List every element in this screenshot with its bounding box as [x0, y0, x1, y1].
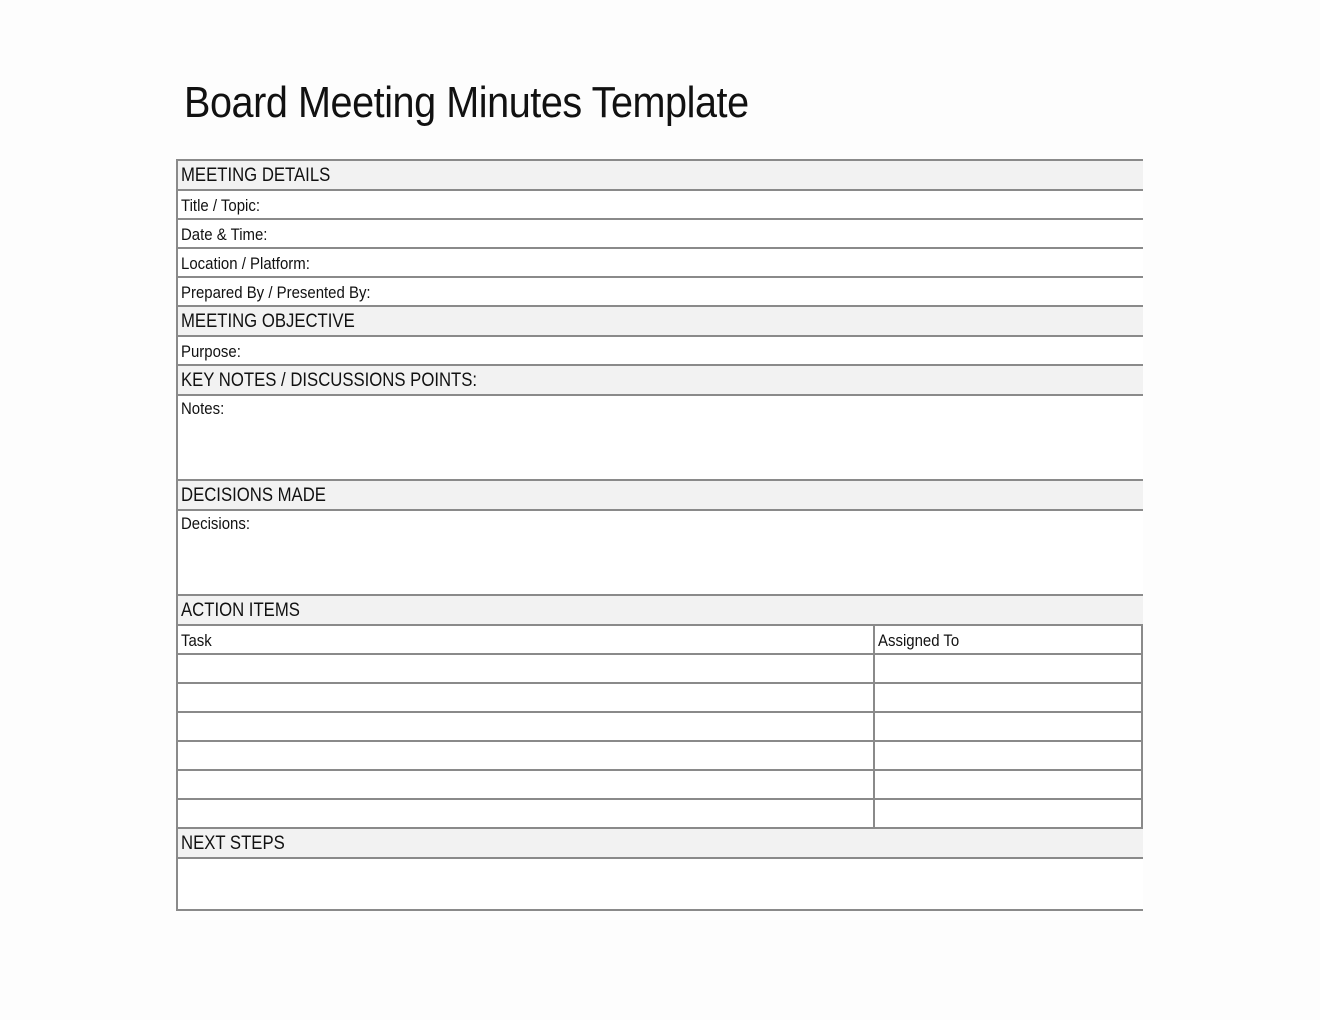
section-title: KEY NOTES / DISCUSSIONS POINTS: — [181, 370, 478, 391]
table-row — [178, 769, 1143, 798]
section-title: MEETING OBJECTIVE — [181, 311, 355, 332]
field-label: Prepared By / Presented By: — [181, 283, 371, 302]
section-title: DECISIONS MADE — [181, 485, 326, 506]
section-header-meeting-objective — [178, 305, 1143, 335]
table-row — [178, 798, 1143, 827]
minutes-form — [176, 159, 1143, 911]
date-time-field[interactable] — [178, 218, 1143, 247]
assigned-to-cell[interactable] — [875, 684, 1143, 711]
section-header-next-steps — [178, 827, 1143, 857]
decisions-field[interactable] — [178, 509, 1143, 594]
notes-field[interactable] — [178, 394, 1143, 479]
task-cell[interactable] — [178, 713, 875, 740]
column-label: Assigned To — [878, 631, 960, 650]
section-header-decisions — [178, 479, 1143, 509]
field-label: Date & Time: — [181, 225, 268, 244]
table-row — [178, 711, 1143, 740]
assigned-to-cell[interactable] — [875, 655, 1143, 682]
task-cell[interactable] — [178, 800, 875, 827]
task-cell[interactable] — [178, 771, 875, 798]
column-header-assigned-to — [875, 626, 1143, 653]
assigned-to-cell[interactable] — [875, 800, 1143, 827]
page-title: Board Meeting Minutes Template — [184, 78, 749, 127]
column-label: Task — [181, 631, 212, 650]
assigned-to-cell[interactable] — [875, 771, 1143, 798]
field-label: Location / Platform: — [181, 254, 310, 273]
title-topic-field[interactable] — [178, 189, 1143, 218]
field-label: Notes: — [181, 399, 225, 418]
field-label: Purpose: — [181, 342, 241, 361]
section-header-key-notes — [178, 364, 1143, 394]
field-label: Decisions: — [181, 514, 251, 533]
section-header-action-items — [178, 594, 1143, 624]
field-label: Title / Topic: — [181, 196, 260, 215]
table-row — [178, 740, 1143, 769]
location-platform-field[interactable] — [178, 247, 1143, 276]
section-title: MEETING DETAILS — [181, 165, 331, 186]
column-header-task — [178, 626, 875, 653]
task-cell[interactable] — [178, 655, 875, 682]
table-row — [178, 653, 1143, 682]
section-title: ACTION ITEMS — [181, 600, 300, 621]
next-steps-field[interactable] — [178, 857, 1143, 911]
section-header-meeting-details — [178, 159, 1143, 189]
purpose-field[interactable] — [178, 335, 1143, 364]
task-cell[interactable] — [178, 742, 875, 769]
task-cell[interactable] — [178, 684, 875, 711]
action-items-header-row — [178, 624, 1143, 653]
table-row — [178, 682, 1143, 711]
section-title: NEXT STEPS — [181, 833, 285, 854]
prepared-by-field[interactable] — [178, 276, 1143, 305]
assigned-to-cell[interactable] — [875, 713, 1143, 740]
assigned-to-cell[interactable] — [875, 742, 1143, 769]
